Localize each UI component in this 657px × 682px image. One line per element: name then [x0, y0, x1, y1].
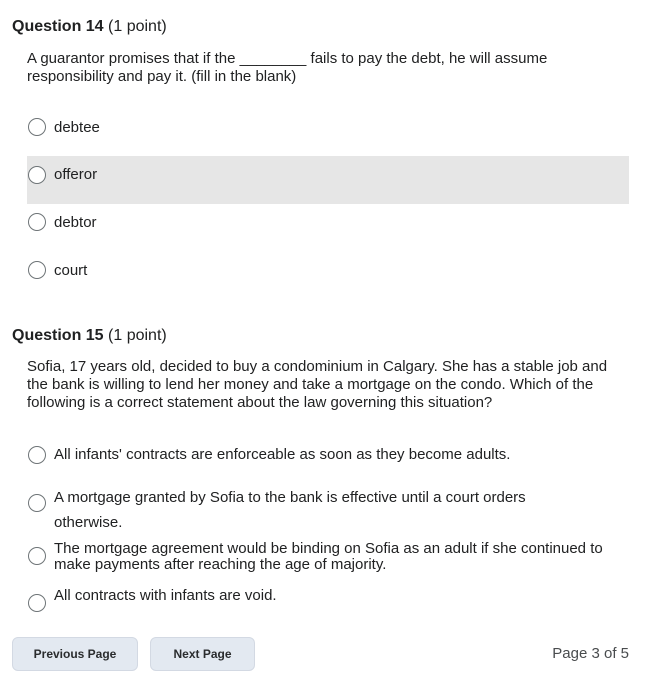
radio-button[interactable]: [28, 166, 46, 184]
option-label: All infants' contracts are enforceable as soon as they become adults.: [54, 446, 511, 463]
radio-button[interactable]: [28, 213, 46, 231]
q15-option-1[interactable]: [27, 440, 629, 476]
question-14-points: (1 point): [103, 18, 167, 35]
q14-option-debtee[interactable]: [27, 103, 629, 151]
question-14-number: Question 14: [12, 18, 104, 35]
question-14-title: [12, 18, 167, 36]
question-15-number: Question 15: [12, 327, 104, 344]
option-label: The mortgage agreement would be binding on Sofia as an adult if she continued to make payments after reaching the age of majority.: [54, 540, 603, 573]
radio-button[interactable]: [28, 594, 46, 612]
q14-option-court[interactable]: [27, 246, 629, 294]
question-15-title: [12, 327, 167, 345]
q15-option-2[interactable]: [27, 480, 629, 532]
q15-option-4[interactable]: [27, 582, 629, 622]
radio-button[interactable]: [28, 261, 46, 279]
option-label: court: [54, 262, 88, 279]
question-14-text: A guarantor promises that if the ________ fails to pay the debt, he will assume responsibility and pay it. (fill in the blank): [27, 50, 548, 85]
option-label: A mortgage granted by Sofia to the bank is effective until a court orders otherwise.: [54, 489, 526, 531]
radio-button[interactable]: [28, 118, 46, 136]
question-15-points: (1 point): [103, 327, 167, 344]
question-15-text: Sofia, 17 years old, decided to buy a condominium in Calgary. She has a stable job and the bank is willing to lend her money and take a mortgage on the condo. Which of the following is a correct statement about the law governing this situation?: [27, 358, 608, 411]
radio-button[interactable]: [28, 494, 46, 512]
option-label: All contracts with infants are void.: [54, 587, 277, 604]
option-label: offeror: [54, 166, 98, 183]
option-label: debtor: [54, 214, 97, 231]
page-indicator: Page 3 of 5: [552, 645, 629, 662]
radio-button[interactable]: [28, 446, 46, 464]
radio-button[interactable]: [28, 547, 46, 565]
q15-option-3[interactable]: [27, 537, 629, 577]
q14-option-debtor[interactable]: [27, 198, 629, 246]
option-label: debtee: [54, 119, 100, 136]
q14-option-offeror[interactable]: [27, 156, 629, 204]
previous-page-button[interactable]: Previous Page: [12, 637, 138, 671]
next-page-button[interactable]: Next Page: [150, 637, 255, 671]
